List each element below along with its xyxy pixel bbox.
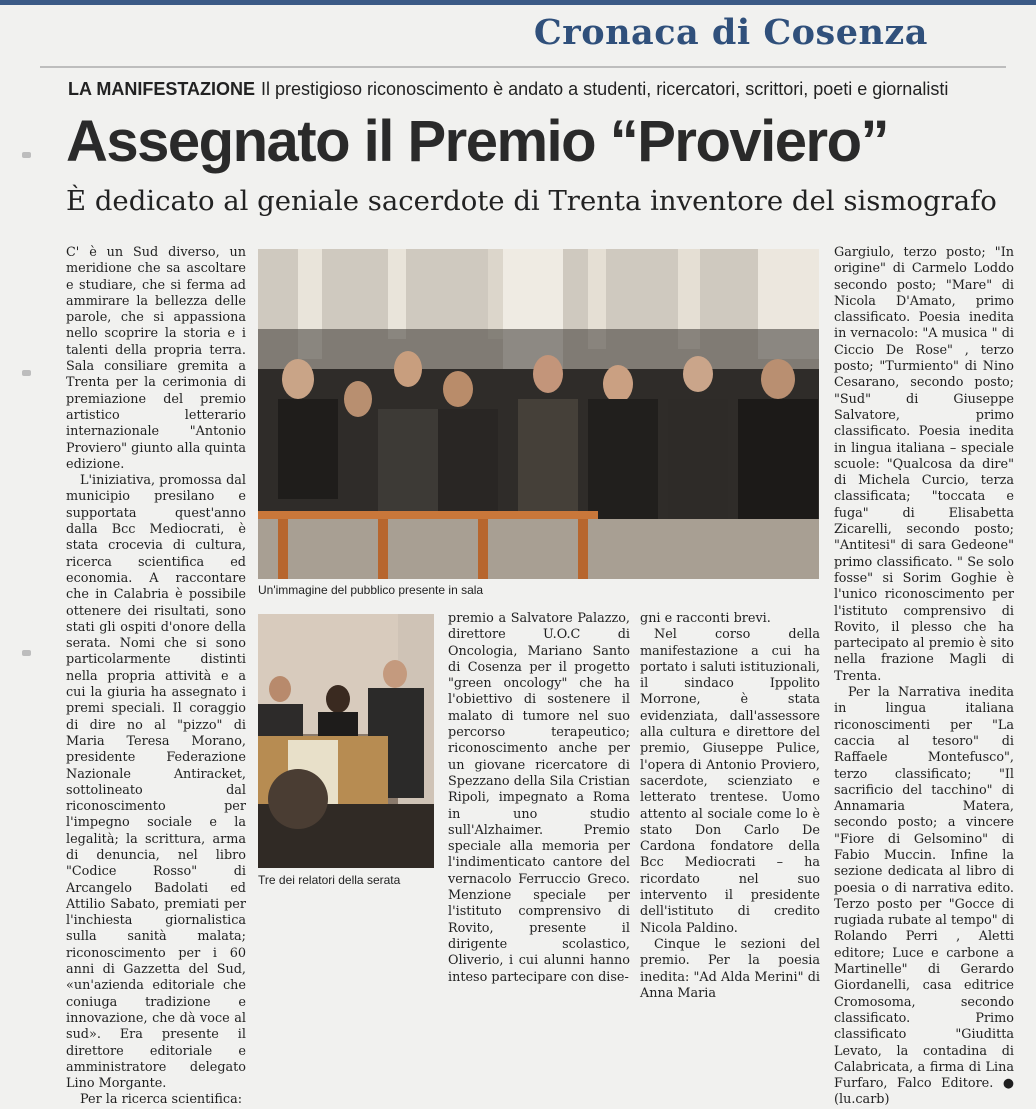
speakers-photo [258,614,434,868]
binder-mark [22,152,31,158]
paragraph: Nel corso della manifestazione a cui ha portato i saluti istituzionali, il sindaco Ippolito Morrone, è stata evidenziata, dall'assessore alla cultura e direttore del premio, Giuseppe Pulice, l'opera di Antonio Proviero, sacerdote, scienziato e letterato trentese. Uomo attento al sociale come lo è stato Don Carlo De Cardona fondatore della Bcc Mediocrati – ha ricordato nel suo intervento il presidente dell'istituto di credito Nicola Paldino. [640,627,820,936]
paragraph: C' è un Sud diverso, un meridione che sa ascoltare e studiare, che si ferma ad ammirare la bellezza delle parole, che si appassiona nello scoprire la storia e i talenti della propria terra. Sala consiliare gremita a Trenta per la cerimonia di premiazione del premio artistico letterario internazionale "Antonio Proviero" giunto alla quinta edizione. [66,245,246,472]
paragraph: Per la Narrativa inedita in lingua italiana riconoscimenti per "La caccia al tesoro" di Raffaele Montefusco", terzo classificato; "Il sacrificio del tacchino" di Annamaria Matera, secondo posto; a vincere "Fiore di Gelsomino" di Fabio Muccin. Infine la sezione dedicata al libro di poesia o di narrativa edito. Terzo posto per "Gocce di rugiada rubate al tempo" di Rolando Perri , Aletti editore; Luce e carbone a Martinelle" di Gerardo Giordanelli, casa editrice Cromosoma, secondo classificato. Primo classificato "Giuditta Levato, la contadina di Calabricata, a firma di Lina Furfaro, Falco Editore. ● (lu.carb) [834,685,1014,1108]
article-column-1 [66,245,246,1108]
paragraph: gni e racconti brevi. [640,611,771,626]
top-color-rule [0,0,1036,5]
paragraph: L'iniziativa, promossa dal municipio presilano e supportata quest'anno dalla Bcc Mediocrati, è stata crocevia di cultura, ricerca scientifica ed economia. A raccontare che in Calabria è possibile ottenere dei risultati, sono stati gli ospiti d'onore della serata. Nomi che si sono particolarmente distinti nella propria attività e a cui la giuria ha assegnato i premi speciali. Il coraggio di dire no al "pizzo" di Maria Teresa Morano, presidente Federazione Nazionale Antiracket, sottolineato dal riconoscimento per l'impegno sociale e la legalità; la scrittura, arma di denuncia, nel libro "Codice Rosso" di Arcangelo Badolati ed Attilio Sabato, premiati per l'inchiesta giornalistica sulla sanità malata; riconoscimento per i 60 anni di Gazzetta del Sud, «un'azienda editoriale che coniuga tradizione e innovazione, che dà voce al sud». Era presente il direttore editoriale e amministratore delegato Lino Morgante. [66,473,246,1092]
section-title: Cronaca di Cosenza [533,12,928,53]
show-through-text [30,14,45,60]
audience-photo-caption: Un'immagine del pubblico presente in sala [258,583,484,597]
subheadline: È dedicato al geniale sacerdote di Trenta inventore del sismografo [66,185,997,217]
paragraph: Cinque le sezioni del premio. Per la poesia inedita: "Ad Alda Merini" di Anna Maria [640,936,820,1001]
binder-mark [22,650,31,656]
paragraph: Per la ricerca scientifica: [80,1092,243,1108]
paragraph: Gargiulo, terzo posto; "In origine" di Carmelo Loddo secondo posto; "Mare" di Nicola D'Amato, primo classificato. Poesia inedita in vernacolo: "A musica " di Ciccio De Rose" , terzo posto; "Turmiento" di Nino Cesarano, secondo posto; "Sud" di Giuseppe Salvatore, primo classificato. Poesia inedita in lingua italiana – speciale scuole: "Qualcosa da dire" di Michela Curcio, terza classificata; "toccata e fuga" di Elisabetta Zicarelli, secondo posto; "Antitesi" di sara Gedeone" primo classificato. " Se solo fosse" si Sorim Goghie è l'unico riconoscimento per l'istituto comprensivo di Rovito, il plesso che ha partecipato al premio è sito nella frazione Magli di Trenta. [834,245,1014,684]
speakers-photo-image [258,614,434,868]
headline: Assegnato il Premio “Proviero” [66,109,889,174]
article-column-4 [834,245,1014,1108]
paragraph: premio a Salvatore Palazzo, direttore U.O.C di Oncologia, Mariano Santo di Cosenza per il progetto "green oncology" che ha l'obiettivo di sostenere il malato di tumore nel suo percorso terapeutico; riconoscimento anche per un giovane ricercatore di Spezzano della Sila Cristian Ripoli, impegnato a Roma in uno studio sull'Alzhaimer. Premio speciale alla memoria per l'indimenticato cantore del vernacolo Ferruccio Greco. Menzione speciale per l'istituto comprensivo di Rovito, presente il dirigente scolastico, Oliverio, i cui alunni hanno inteso partecipare con dise- [448,611,630,985]
article-column-3 [640,611,820,1001]
speakers-photo-caption: Tre dei relatori della serata [258,873,401,887]
article-column-2 [448,611,630,985]
kicker-text: Il prestigioso riconoscimento è andato a studenti, ricercatori, scrittori, poeti e giornalisti [261,79,949,99]
header-divider [40,66,1006,68]
audience-photo [258,249,819,579]
kicker [68,79,948,100]
audience-photo-image [258,249,819,579]
kicker-label: LA MANIFESTAZIONE [68,79,255,99]
binder-mark [22,370,31,376]
